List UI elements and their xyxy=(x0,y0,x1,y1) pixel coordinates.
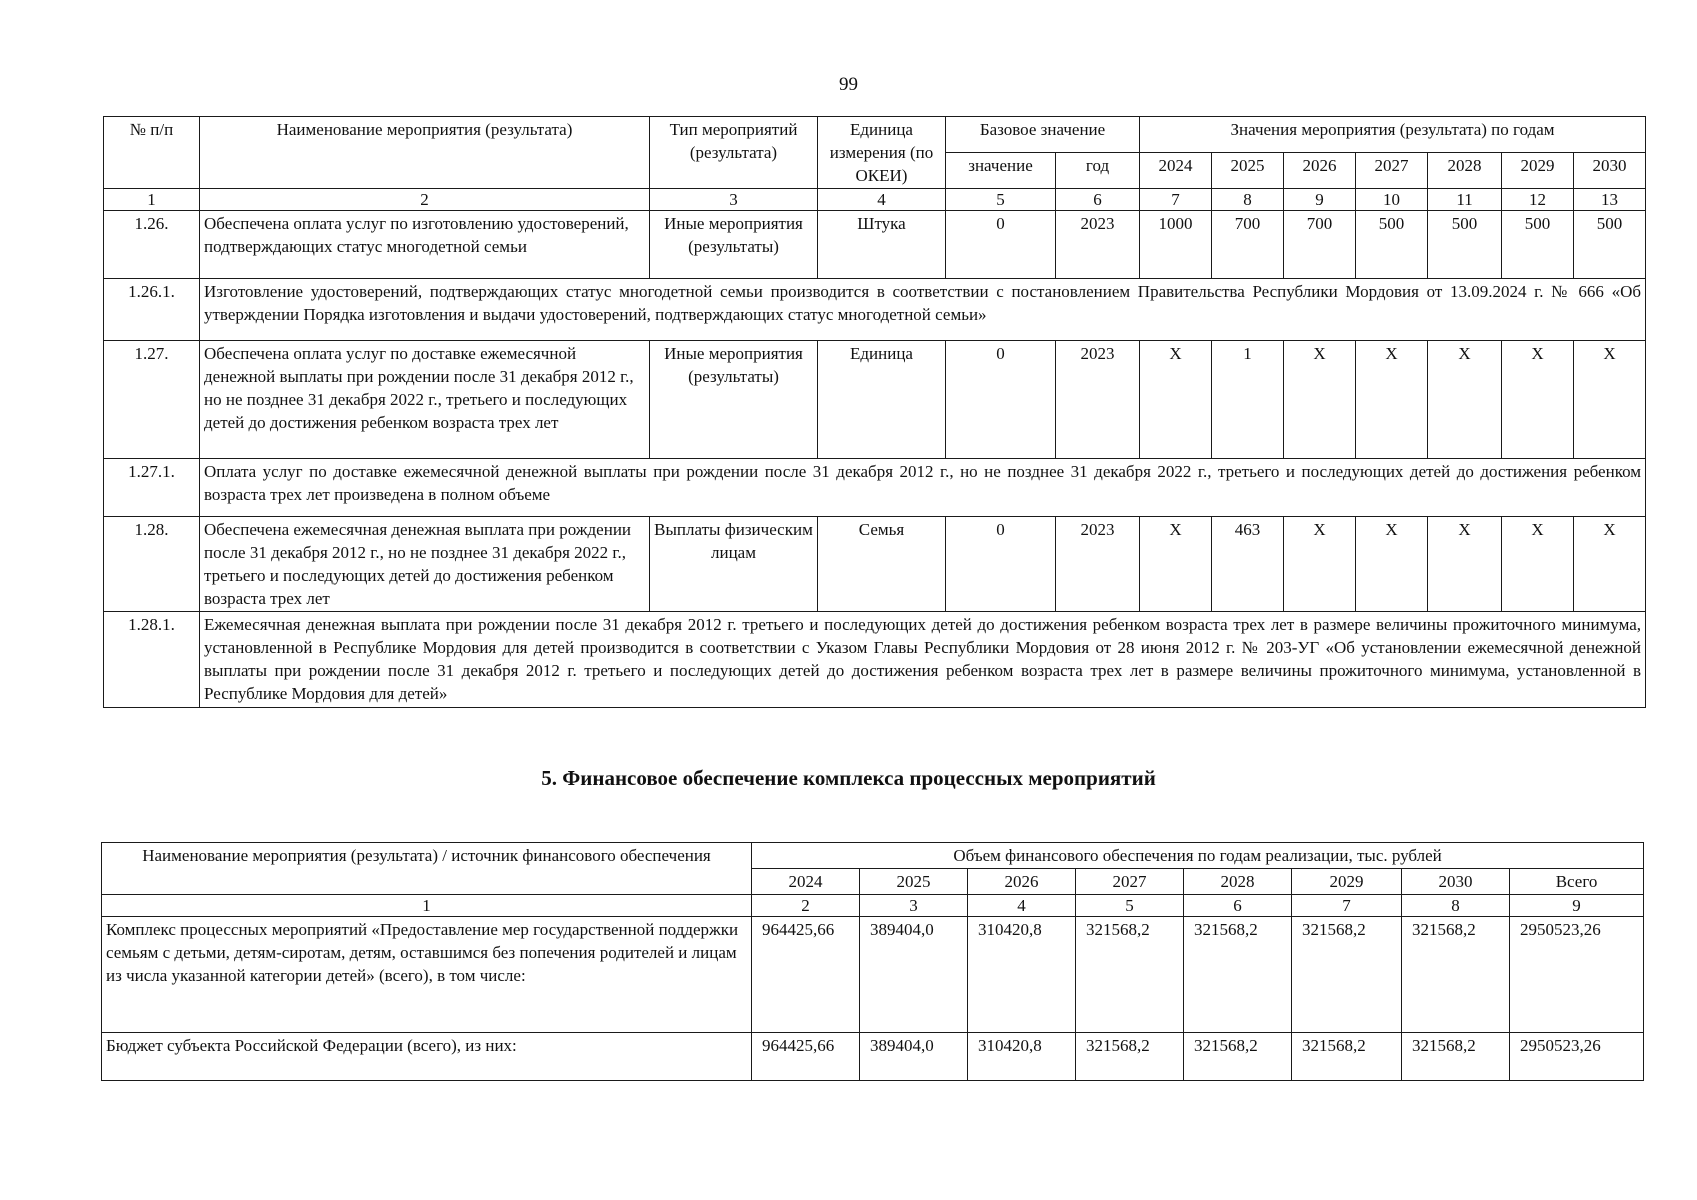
row-year-value: X xyxy=(1428,517,1502,612)
column-number: 12 xyxy=(1502,189,1574,211)
row-year-value: 500 xyxy=(1428,211,1502,279)
row-type: Иные мероприятия (результаты) xyxy=(650,341,818,459)
header-name: Наименование мероприятия (результата) / источник финансового обеспечения xyxy=(102,843,752,895)
header-year: 2024 xyxy=(752,869,860,895)
table-row-description xyxy=(104,459,1646,517)
column-number: 5 xyxy=(946,189,1056,211)
row-base-year: 2023 xyxy=(1056,341,1140,459)
column-number: 4 xyxy=(968,895,1076,917)
row-year-value: 700 xyxy=(1284,211,1356,279)
row-value: 321568,2 xyxy=(1292,917,1402,1033)
row-year-value: X xyxy=(1502,517,1574,612)
table-row xyxy=(102,1033,1644,1081)
row-value: 321568,2 xyxy=(1402,1033,1510,1081)
column-number: 1 xyxy=(104,189,200,211)
header-year: 2027 xyxy=(1356,153,1428,189)
header-volume: Объем финансового обеспечения по годам реализации, тыс. рублей xyxy=(752,843,1644,869)
measures-table xyxy=(103,116,1646,708)
column-number-row xyxy=(102,895,1644,917)
header-year: 2024 xyxy=(1140,153,1212,189)
header-base-value: значение xyxy=(946,153,1056,189)
row-year-value: X xyxy=(1428,341,1502,459)
row-description: Оплата услуг по доставке ежемесячной денежной выплаты при рождении после 31 декабря 2012 г., но не позднее 31 декабря 2022 г., третьего и последующих детей до достижения ребенком возраста трех лет произведена в полном объеме xyxy=(200,459,1646,517)
column-number: 11 xyxy=(1428,189,1502,211)
row-year-value: 500 xyxy=(1502,211,1574,279)
row-value: 964425,66 xyxy=(752,917,860,1033)
row-name: Обеспечена ежемесячная денежная выплата при рождении после 31 декабря 2012 г., но не позднее 31 декабря 2022 г., третьего и последующих детей до достижения ребенком возраста трех лет xyxy=(200,517,650,612)
column-number: 9 xyxy=(1510,895,1644,917)
column-number: 2 xyxy=(752,895,860,917)
table-row-description xyxy=(104,279,1646,341)
row-value: 321568,2 xyxy=(1184,917,1292,1033)
row-value: 964425,66 xyxy=(752,1033,860,1081)
header-total: Всего xyxy=(1510,869,1644,895)
row-base-value: 0 xyxy=(946,341,1056,459)
row-num: 1.28.1. xyxy=(104,612,200,708)
row-year-value: X xyxy=(1356,341,1428,459)
page-number: 99 xyxy=(839,74,858,95)
row-year-value: X xyxy=(1284,341,1356,459)
header-year: 2029 xyxy=(1292,869,1402,895)
column-number: 7 xyxy=(1292,895,1402,917)
header-year: 2027 xyxy=(1076,869,1184,895)
column-number: 10 xyxy=(1356,189,1428,211)
column-number: 7 xyxy=(1140,189,1212,211)
header-year: 2026 xyxy=(1284,153,1356,189)
column-number: 8 xyxy=(1402,895,1510,917)
header-num: № п/п xyxy=(104,117,200,189)
row-num: 1.27. xyxy=(104,341,200,459)
row-num: 1.26. xyxy=(104,211,200,279)
row-year-value: 463 xyxy=(1212,517,1284,612)
row-value: 321568,2 xyxy=(1402,917,1510,1033)
table-row xyxy=(104,517,1646,612)
header-year: 2026 xyxy=(968,869,1076,895)
row-value: 310420,8 xyxy=(968,917,1076,1033)
table-header-row xyxy=(104,117,1646,153)
row-year-value: 500 xyxy=(1574,211,1646,279)
row-name: Обеспечена оплата услуг по доставке ежемесячной денежной выплаты при рождении после 31 декабря 2012 г., но не позднее 31 декабря 2022 г., третьего и последующих детей до достижения ребенком возраста трех лет xyxy=(200,341,650,459)
row-num: 1.27.1. xyxy=(104,459,200,517)
column-number: 3 xyxy=(860,895,968,917)
row-unit: Семья xyxy=(818,517,946,612)
header-year: 2029 xyxy=(1502,153,1574,189)
row-value: 321568,2 xyxy=(1292,1033,1402,1081)
column-number: 9 xyxy=(1284,189,1356,211)
row-base-value: 0 xyxy=(946,211,1056,279)
table-row xyxy=(102,917,1644,1033)
row-description: Изготовление удостоверений, подтверждающих статус многодетной семьи производится в соответствии с постановлением Правительства Республики Мордовия от 13.09.2024 г. № 666 «Об утверждении Порядка изготовления и выдачи удостоверений, подтверждающих статус многодетной семьи» xyxy=(200,279,1646,341)
column-number: 8 xyxy=(1212,189,1284,211)
table-header-row xyxy=(102,843,1644,869)
row-name: Бюджет субъекта Российской Федерации (всего), из них: xyxy=(102,1033,752,1081)
row-year-value: X xyxy=(1574,517,1646,612)
column-number: 5 xyxy=(1076,895,1184,917)
header-year: 2030 xyxy=(1402,869,1510,895)
column-number: 4 xyxy=(818,189,946,211)
row-name: Комплекс процессных мероприятий «Предоставление мер государственной поддержки семьям с детьми, детям-сиротам, детям, оставшимся без попечения родителей и лицам из числа указанной категории детей» (всего), в том числе: xyxy=(102,917,752,1033)
header-year: 2025 xyxy=(860,869,968,895)
row-num: 1.28. xyxy=(104,517,200,612)
column-number: 6 xyxy=(1184,895,1292,917)
column-number: 6 xyxy=(1056,189,1140,211)
table-row xyxy=(104,341,1646,459)
row-type: Иные мероприятия (результаты) xyxy=(650,211,818,279)
row-year-value: 1 xyxy=(1212,341,1284,459)
header-year: 2028 xyxy=(1184,869,1292,895)
row-total: 2950523,26 xyxy=(1510,1033,1644,1081)
header-base: Базовое значение xyxy=(946,117,1140,153)
row-value: 389404,0 xyxy=(860,917,968,1033)
header-year: 2025 xyxy=(1212,153,1284,189)
table-row-description xyxy=(104,612,1646,708)
row-unit: Единица xyxy=(818,341,946,459)
row-year-value: 700 xyxy=(1212,211,1284,279)
header-unit: Единица измерения (по ОКЕИ) xyxy=(818,117,946,189)
row-unit: Штука xyxy=(818,211,946,279)
row-name: Обеспечена оплата услуг по изготовлению удостоверений, подтверждающих статус многодетной семьи xyxy=(200,211,650,279)
header-year: 2030 xyxy=(1574,153,1646,189)
column-number-row xyxy=(104,189,1646,211)
row-year-value: X xyxy=(1574,341,1646,459)
row-value: 310420,8 xyxy=(968,1033,1076,1081)
financing-table xyxy=(101,842,1644,1081)
row-year-value: X xyxy=(1356,517,1428,612)
row-value: 321568,2 xyxy=(1184,1033,1292,1081)
header-year: 2028 xyxy=(1428,153,1502,189)
row-year-value: 500 xyxy=(1356,211,1428,279)
row-value: 321568,2 xyxy=(1076,1033,1184,1081)
column-number: 2 xyxy=(200,189,650,211)
column-number: 1 xyxy=(102,895,752,917)
column-number: 13 xyxy=(1574,189,1646,211)
row-base-year: 2023 xyxy=(1056,517,1140,612)
section-title: 5. Финансовое обеспечение комплекса процессных мероприятий xyxy=(541,766,1156,790)
table-row xyxy=(104,211,1646,279)
row-year-value: X xyxy=(1140,341,1212,459)
row-num: 1.26.1. xyxy=(104,279,200,341)
row-value: 389404,0 xyxy=(860,1033,968,1081)
row-value: 321568,2 xyxy=(1076,917,1184,1033)
header-type: Тип мероприятий (результата) xyxy=(650,117,818,189)
row-year-value: X xyxy=(1140,517,1212,612)
row-base-year: 2023 xyxy=(1056,211,1140,279)
row-year-value: X xyxy=(1284,517,1356,612)
header-name: Наименование мероприятия (результата) xyxy=(200,117,650,189)
row-type: Выплаты физическим лицам xyxy=(650,517,818,612)
header-base-year: год xyxy=(1056,153,1140,189)
row-total: 2950523,26 xyxy=(1510,917,1644,1033)
row-year-value: X xyxy=(1502,341,1574,459)
header-values-by-year: Значения мероприятия (результата) по годам xyxy=(1140,117,1646,153)
column-number: 3 xyxy=(650,189,818,211)
row-base-value: 0 xyxy=(946,517,1056,612)
row-year-value: 1000 xyxy=(1140,211,1212,279)
row-description: Ежемесячная денежная выплата при рождении после 31 декабря 2012 г. третьего и последующих детей до достижения ребенком возраста трех лет в размере величины прожиточного минимума, установленной в Республике Мордовия для детей производится в соответствии с Указом Главы Республики Мордовия от 28 июня 2012 г. № 203-УГ «Об установлении ежемесячной денежной выплаты при рождении после 31 декабря 2012 г. третьего и последующих детей до достижения ребенком возраста трех лет в размере величины прожиточного минимума, установленной в Республике Мордовия для детей» xyxy=(200,612,1646,708)
